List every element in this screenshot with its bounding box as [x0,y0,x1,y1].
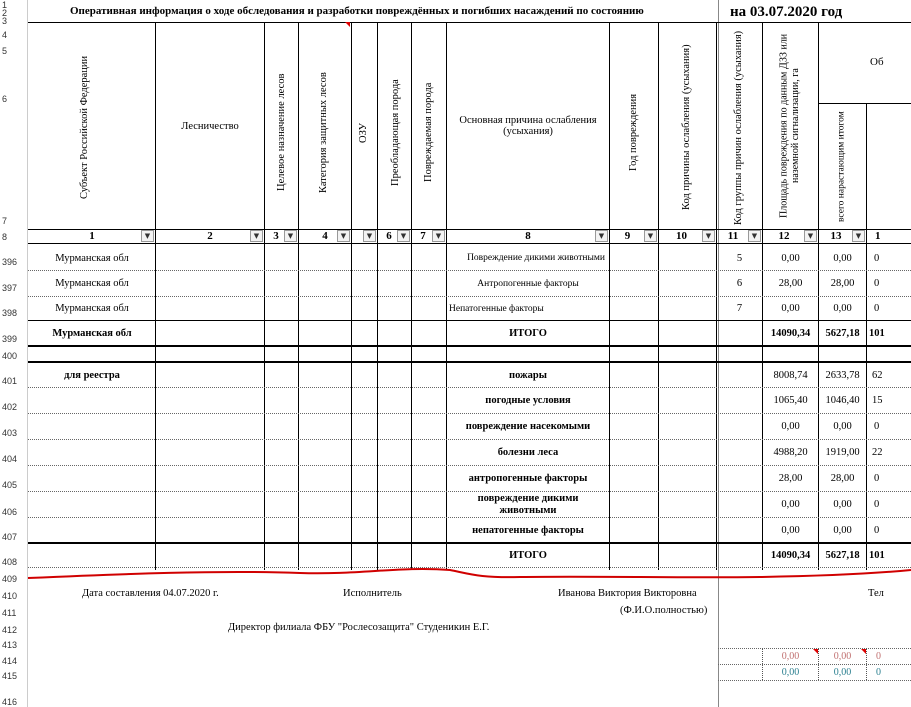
colnum-4: 4 [322,230,328,242]
cell-cause[interactable]: повреждение дикими животными [477,492,579,516]
cell-cause[interactable]: непатогенные факторы [472,524,584,536]
cell-subject[interactable]: Мурманская обл [55,252,129,264]
footer-director: Директор филиала ФБУ "Рослесозащита" Студеникин Е.Г. [228,621,490,633]
colnum-11: 11 [727,230,739,242]
cell-total[interactable]: 0,00 [833,524,852,536]
header-forestry: Лесничество [181,120,239,132]
cell-extra[interactable]: 0 [874,524,880,536]
header-cause-code: Код причины ослабления (усыхания) [680,44,692,211]
cell-area[interactable]: 4988,20 [773,447,808,458]
colnum-13: 13 [830,230,842,242]
cell-total[interactable]: 1046,40 [825,395,860,406]
footer-date: Дата составления 04.07.2020 г. [82,587,219,599]
cell-area[interactable]: 1065,40 [773,395,808,406]
cell-total[interactable]: 0,00 [833,303,852,314]
header-main-cause: Основная причина ослабления (усыхания) [459,115,597,137]
cell-area[interactable]: 8008,74 [773,369,808,381]
filter-dropdown-5[interactable]: ▼ [363,230,376,242]
filter-dropdown-13[interactable]: ▼ [852,230,865,242]
colnum-1: 1 [89,230,95,242]
cell-extra[interactable]: 15 [872,395,883,406]
footer-phone-truncated: Тел [868,587,884,599]
cell-cause[interactable]: ИТОГО [509,550,547,561]
colnum-14: 1 [875,230,881,242]
row-number[interactable]: 398 [2,308,18,318]
cell-total[interactable]: 2633,78 [825,369,860,381]
comment-marker[interactable] [861,649,866,654]
colnum-9: 9 [624,230,631,242]
row-number[interactable]: 399 [2,334,18,344]
header-damaged-area: Площадь повреждения по данным ДЗЗ или наземной сигнализации, га [778,33,801,219]
cell-cause[interactable]: антропогенные факторы [468,473,588,484]
cell-extra[interactable]: 0 [874,473,880,484]
cell-extra[interactable]: 101 [869,327,885,339]
header-damaged-species: Повреждаемая порода [422,82,434,183]
cell-r414-extra[interactable]: 0 [876,651,881,662]
row-number[interactable]: 396 [2,257,18,267]
cell-r415-extra[interactable]: 0 [876,667,881,678]
header-damage-year: Год повреждения [627,93,639,172]
cell-area[interactable]: 0,00 [781,524,800,536]
row-number[interactable]: 415 [2,671,18,681]
cell-registry-label[interactable]: для реестра [64,369,120,381]
cell-area[interactable]: 14090,34 [770,550,811,561]
comment-marker[interactable] [345,22,350,27]
row-number[interactable]: 409 [2,574,18,584]
cell-total[interactable]: 5627,18 [825,327,860,339]
footer-fio: (Ф.И.О.полностью) [620,604,708,616]
row-number[interactable]: 413 [2,640,18,650]
row-number[interactable]: 401 [2,376,18,386]
cell-group-code[interactable]: 5 [736,252,743,264]
filter-dropdown-2[interactable]: ▼ [250,230,263,242]
cell-total[interactable]: 0,00 [833,421,852,432]
colnum-8: 8 [525,230,531,242]
row-number[interactable]: 4 [2,30,8,40]
filter-dropdown-7[interactable]: ▼ [432,230,445,242]
row-number[interactable]: 3 [2,16,8,26]
row-number[interactable]: 7 [2,216,8,226]
cell-extra[interactable]: 0 [874,278,880,289]
cell-extra[interactable]: 0 [874,499,880,510]
row-number[interactable]: 410 [2,591,18,601]
colnum-12: 12 [778,230,790,242]
header-protective-category: Категория защитных лесов [317,72,329,193]
filter-dropdown-3[interactable]: ▼ [284,230,297,242]
cell-area[interactable]: 28,00 [778,473,803,484]
filter-dropdown-9[interactable]: ▼ [644,230,657,242]
header-truncated: Об [870,56,884,68]
row-number[interactable]: 403 [2,428,18,438]
header-cumulative-total: всего нарастающим итогом [836,111,847,223]
cell-total[interactable]: 28,00 [830,473,855,484]
colnum-2: 2 [207,230,213,242]
cell-subject[interactable]: Мурманская обл [52,327,132,339]
filter-dropdown-1[interactable]: ▼ [141,230,154,242]
cell-subject[interactable]: Мурманская обл [55,303,129,314]
row-number[interactable]: 397 [2,283,18,293]
row-number[interactable]: 406 [2,507,18,517]
filter-dropdown-4[interactable]: ▼ [337,230,350,242]
cell-extra[interactable]: 0 [874,252,880,264]
row-number[interactable]: 411 [2,608,17,618]
cell-total[interactable]: 28,00 [830,278,855,289]
colnum-3: 3 [273,230,279,242]
row-number[interactable]: 416 [2,697,18,707]
row-number[interactable]: 412 [2,625,18,635]
cell-cause[interactable]: повреждение насекомыми [465,421,591,432]
cell-cause[interactable]: Повреждение дикими животными [467,253,605,263]
cell-area[interactable]: 14090,34 [770,327,811,339]
cell-r414-area[interactable]: 0,00 [781,651,800,662]
cell-group-code[interactable]: 6 [736,278,743,289]
cell-area[interactable]: 0,00 [781,303,800,314]
cell-subject[interactable]: Мурманская обл [55,278,129,289]
footer-executor: Исполнитель [343,587,402,599]
colnum-7: 7 [420,230,426,242]
footer-executor-name: Иванова Виктория Викторовна [558,587,697,599]
filter-dropdown-11[interactable]: ▼ [748,230,761,242]
row-number[interactable]: 6 [2,94,8,104]
cell-total[interactable]: 1919,00 [825,447,860,458]
cell-area[interactable]: 0,00 [781,421,800,432]
cell-cause[interactable]: погодные условия [485,395,571,406]
cell-r414-total[interactable]: 0,00 [833,651,852,662]
cell-extra[interactable]: 0 [874,421,880,432]
cell-total[interactable]: 5627,18 [825,550,860,561]
cell-area[interactable]: 28,00 [778,278,803,289]
cell-area[interactable]: 0,00 [781,499,800,510]
colnum-10: 10 [676,230,687,242]
header-ozu: ОЗУ [357,122,369,143]
cell-cause[interactable]: Непатогенные факторы [449,303,544,314]
report-title: Оперативная информация о ходе обследования и разработки повреждённых и погибших насаждений по состоянию [70,5,644,17]
filter-dropdown-6[interactable]: ▼ [397,230,410,242]
cell-total[interactable]: 0,00 [833,499,852,510]
colnum-6: 6 [386,230,392,242]
comment-marker[interactable] [813,649,818,654]
cell-r415-area[interactable]: 0,00 [781,667,800,678]
header-purpose: Целевое назначение лесов [275,73,287,192]
cell-r415-total[interactable]: 0,00 [833,667,852,678]
row-number[interactable]: 8 [2,232,8,242]
cell-extra[interactable]: 22 [872,447,883,458]
filter-dropdown-10[interactable]: ▼ [702,230,715,242]
cell-total[interactable]: 0,00 [833,252,852,264]
filter-dropdown-8[interactable]: ▼ [595,230,608,242]
report-date: на 03.07.2020 год [730,3,843,20]
row-number[interactable]: 404 [2,454,18,464]
header-cause-group-code: Код группы причин ослабления (усыхания) [732,30,744,225]
cell-extra[interactable]: 62 [872,369,883,381]
row-number[interactable]: 2 [2,8,8,18]
row-number[interactable]: 5 [2,46,8,56]
cell-group-code[interactable]: 7 [736,303,743,314]
cell-extra[interactable]: 101 [869,550,885,561]
filter-dropdown-12[interactable]: ▼ [804,230,817,242]
header-subject: Субъект Российской Федерации [78,55,90,200]
cell-cause[interactable]: болезни леса [497,447,559,458]
row-number[interactable]: 1 [2,0,8,10]
row-number[interactable]: 408 [2,557,18,567]
cell-area[interactable]: 0,00 [781,252,800,264]
row-number[interactable]: 414 [2,656,18,666]
row-number[interactable]: 400 [2,351,18,361]
row-number[interactable]: 405 [2,480,18,490]
cell-extra[interactable]: 0 [874,303,880,314]
header-prevailing-species: Преобладающая порода [389,79,401,186]
cell-cause[interactable]: ИТОГО [509,327,547,339]
row-number[interactable]: 407 [2,532,18,542]
row-number[interactable]: 402 [2,402,18,412]
cell-cause[interactable]: пожары [509,369,547,381]
cell-cause[interactable]: Антропогенные факторы [477,278,579,289]
